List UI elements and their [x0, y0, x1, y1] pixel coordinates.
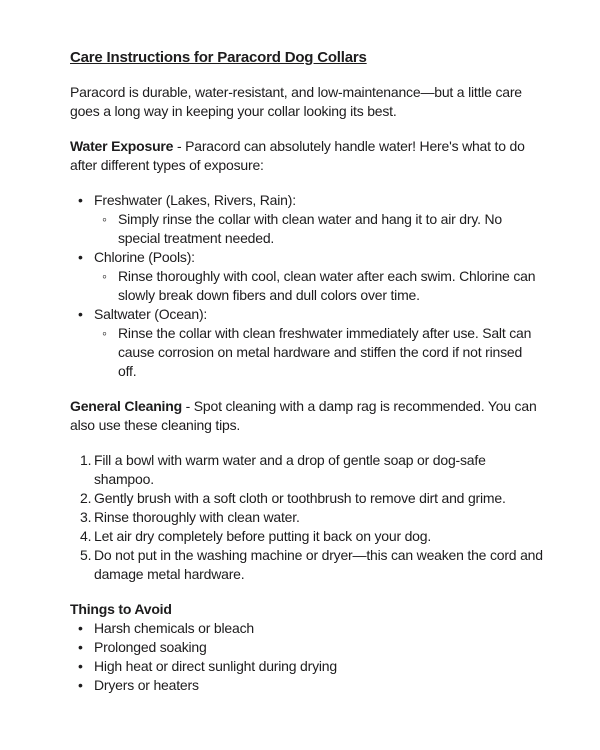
- things-to-avoid-item: • Prolonged soaking: [70, 638, 544, 657]
- cleaning-step-item: Let air dry completely before putting it back on your dog.: [94, 528, 432, 544]
- water-exposure-item-sublist: [94, 324, 544, 381]
- document-title: Care Instructions for Paracord Dog Collars: [70, 49, 367, 66]
- water-exposure-item-label: Chlorine (Pools):: [94, 249, 195, 265]
- intro-paragraph: Paracord is durable, water-resistant, and low-maintenance—but a little care goes a long way in keeping your collar looking its best.: [70, 84, 522, 119]
- general-cleaning-lead-text: - Spot cleaning with a damp rag is recommended. You can also use these cleaning tips.: [70, 398, 537, 433]
- cleaning-steps-list: [70, 451, 544, 584]
- water-exposure-item-sublist: [94, 210, 544, 248]
- water-exposure-item-detail: ◦ Rinse the collar with clean freshwater immediately after use. Salt can cause corrosion on metal hardware and stiffen the cord if not rinsed off.: [94, 324, 544, 381]
- water-exposure-item: [70, 191, 544, 248]
- cleaning-step-item: Fill a bowl with warm water and a drop of gentle soap or dog-safe shampoo.: [94, 452, 486, 487]
- things-to-avoid-item: • Dryers or heaters: [70, 676, 544, 695]
- water-exposure-item-sublist: [94, 267, 544, 305]
- water-exposure-lead-text: - Paracord can absolutely handle water! Here's what to do after different types of exposure:: [70, 138, 525, 173]
- water-exposure-item: [70, 305, 544, 381]
- general-cleaning-paragraph: [70, 397, 544, 435]
- water-exposure-item-detail: ◦ Simply rinse the collar with clean water and hang it to air dry. No special treatment needed.: [94, 210, 544, 248]
- cleaning-step-item: Rinse thoroughly with clean water.: [94, 509, 300, 525]
- water-exposure-item-label: Saltwater (Ocean):: [94, 306, 208, 322]
- water-exposure-heading: Water Exposure: [70, 138, 174, 154]
- general-cleaning-heading: General Cleaning: [70, 398, 182, 414]
- cleaning-step-item: Gently brush with a soft cloth or toothbrush to remove dirt and grime.: [94, 490, 506, 506]
- things-to-avoid-item: • High heat or direct sunlight during drying: [70, 657, 544, 676]
- things-to-avoid-heading: Things to Avoid: [70, 601, 172, 617]
- water-exposure-list: [70, 191, 544, 381]
- things-to-avoid-item: • Harsh chemicals or bleach: [70, 619, 544, 638]
- water-exposure-item-label: Freshwater (Lakes, Rivers, Rain):: [94, 192, 296, 208]
- cleaning-step-item: Do not put in the washing machine or dryer—this can weaken the cord and damage metal hardware.: [94, 547, 543, 582]
- things-to-avoid-list: [70, 619, 544, 695]
- water-exposure-item-detail: ◦ Rinse thoroughly with cool, clean water after each swim. Chlorine can slowly break down fibers and dull colors over time.: [94, 267, 544, 305]
- water-exposure-item: [70, 248, 544, 305]
- water-exposure-paragraph: [70, 137, 544, 175]
